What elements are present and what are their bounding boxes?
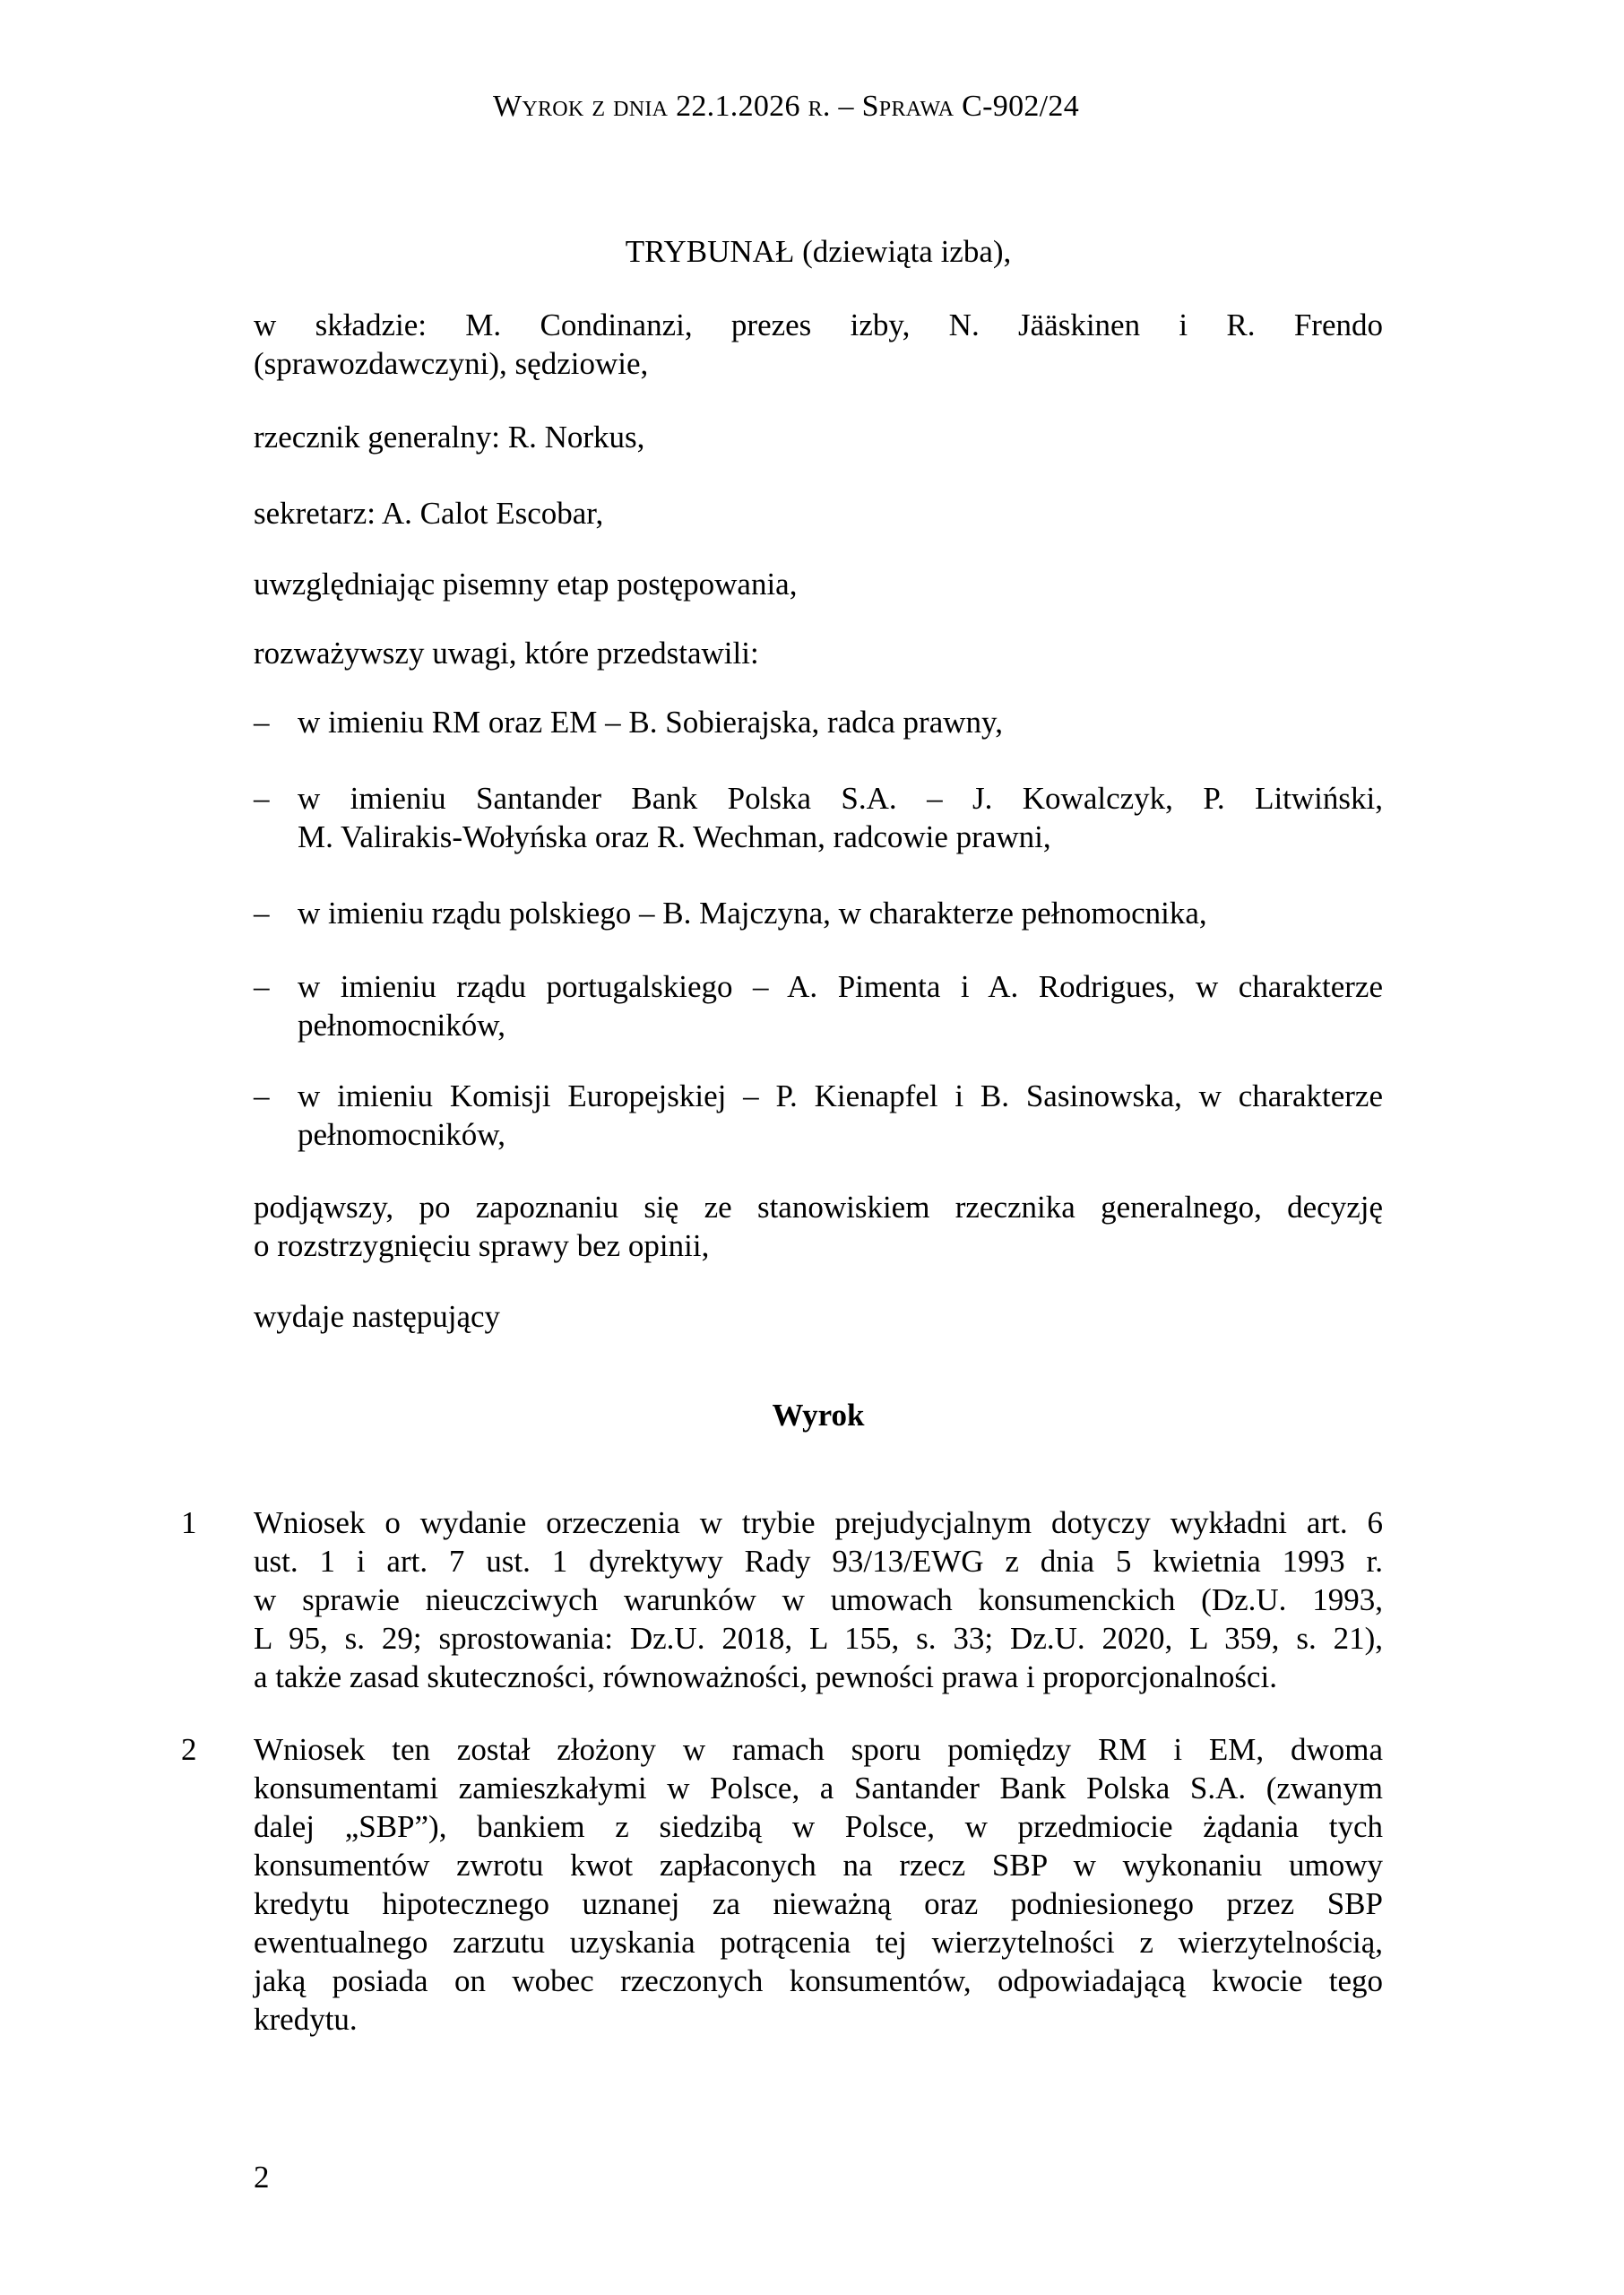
text-line: o rozstrzygnięciu sprawy bez opinii, [254,1228,710,1263]
chamber-title: TRYBUNAŁ (dziewiąta izba), [625,234,1012,269]
text-line: (sprawozdawczyni), sędziowie, [254,346,649,381]
paragraph-text [254,1730,1383,2039]
text-line: konsumentów zwrotu kwot zapłaconych na rzecz SBP w wykonaniu umowy [254,1848,1383,1883]
text-line: kredytu hipotecznego uznanej za nieważną oraz podniesionego przez SBP [254,1886,1383,1921]
paragraph-number: 2 [181,1732,197,1767]
text-line: pełnomocników, [298,1117,505,1152]
text-line: w składzie: M. Condinanzi, prezes izby, N. Jääskinen i R. Frendo [254,307,1383,342]
text-line: ust. 1 i art. 7 ust. 1 dyrektywy Rady 93/13/EWG z dnia 5 kwietnia 1993 r. [254,1544,1383,1579]
observation-item [254,894,1383,932]
composition-paragraph [254,306,1383,383]
text-line: a także zasad skuteczności, równoważności, pewności prawa i proporcjonalności. [254,1659,1277,1694]
dash-marker: – [254,969,270,1004]
observation-item [254,1077,1383,1154]
text-line: wydaje następujący [254,1299,501,1334]
text-line: jaką posiada on wobec rzeczonych konsumentów, odpowiadającą kwocie tego [254,1963,1383,1998]
no-opinion-decision-paragraph [254,1188,1383,1265]
judgment-paragraph [181,1503,1383,1696]
advocate-general-line [254,418,1383,456]
running-header: Wyrok z dnia 22.1.2026 r. – Sprawa C-902/24 [492,90,1080,123]
judgment-paragraph [181,1730,1383,2039]
dash-marker: – [254,896,270,931]
judgment-heading: Wyrok [772,1398,865,1433]
text-line: ewentualnego zarzutu uzyskania potrącenia tej wierzytelności z wierzytelnością, [254,1925,1383,1960]
text-line: w imieniu RM oraz EM – B. Sobierajska, radca prawny, [298,705,1003,740]
dash-marker: – [254,1078,270,1113]
text-line: pełnomocników, [298,1008,505,1043]
observation-text [298,703,1383,741]
text-line: w imieniu Santander Bank Polska S.A. – J. Kowalczyk, P. Litwiński, [298,781,1383,816]
text-line: w imieniu Komisji Europejskiej – P. Kienapfel i B. Sasinowska, w charakterze [298,1078,1383,1113]
observation-item [254,967,1383,1044]
text-line: Wniosek o wydanie orzeczenia w trybie prejudycjalnym dotyczy wykładni art. 6 [254,1505,1383,1540]
text-line: w imieniu rządu portugalskiego – A. Pimenta i A. Rodrigues, w charakterze [298,969,1383,1004]
text-line: rozważywszy uwagi, które przedstawili: [254,636,759,671]
dash-marker: – [254,705,270,740]
observation-text [298,967,1383,1044]
text-line: uwzględniając pisemny etap postępowania, [254,567,798,602]
dash-marker: – [254,781,270,816]
paragraph-number: 1 [181,1505,197,1540]
observation-item [254,779,1383,856]
written-procedure-line [254,565,1383,603]
text-line: konsumentami zamieszkałymi w Polsce, a Santander Bank Polska S.A. (zwanym [254,1771,1383,1806]
observation-text [298,894,1383,932]
text-line: sekretarz: A. Calot Escobar, [254,496,604,531]
text-line: w sprawie nieuczciwych warunków w umowach konsumenckich (Dz.U. 1993, [254,1582,1383,1617]
paragraph-text [254,1503,1383,1696]
text-line: rzecznik generalny: R. Norkus, [254,420,645,455]
observations-intro-line [254,634,1383,672]
text-line: kredytu. [254,2002,358,2037]
text-line: dalej „SBP”), bankiem z siedzibą w Polsce, w przedmiocie żądania tych [254,1809,1383,1844]
text-line: w imieniu rządu polskiego – B. Majczyna, w charakterze pełnomocnika, [298,896,1207,931]
registrar-line [254,494,1383,533]
page-number: 2 [254,2160,270,2195]
observation-text [298,779,1383,856]
text-line: Wniosek ten został złożony w ramach sporu pomiędzy RM i EM, dwoma [254,1732,1383,1767]
observation-text [298,1077,1383,1154]
text-line: podjąwszy, po zapoznaniu się ze stanowiskiem rzecznika generalnego, decyzję [254,1190,1383,1225]
issues-judgment-line [254,1297,1383,1336]
text-line: M. Valirakis-Wołyńska oraz R. Wechman, radcowie prawni, [298,819,1051,854]
observation-item [254,703,1383,741]
text-line: L 95, s. 29; sprostowania: Dz.U. 2018, L 155, s. 33; Dz.U. 2020, L 359, s. 21), [254,1621,1383,1656]
